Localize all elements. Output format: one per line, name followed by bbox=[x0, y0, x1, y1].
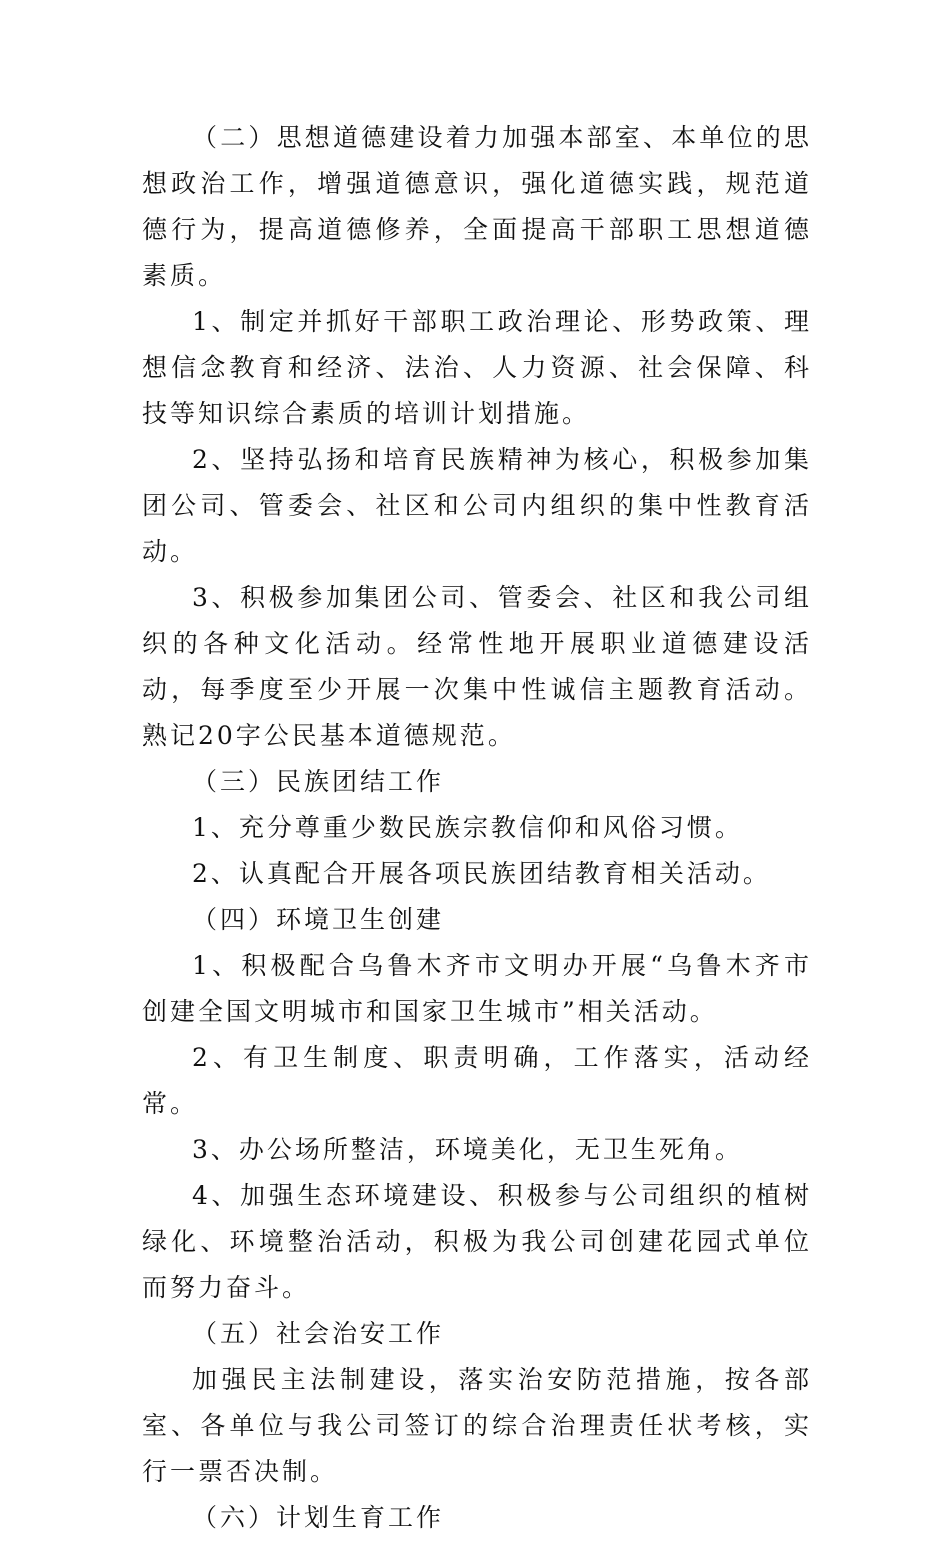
section-heading: （六）计划生育工作 bbox=[192, 1503, 445, 1532]
section-heading: （三）民族团结工作 bbox=[192, 767, 445, 796]
paragraph-item: 2、认真配合开展各项民族团结教育相关活动。 bbox=[192, 859, 771, 888]
paragraph-item: 2、坚持弘扬和培育民族精神为核心，积极参加集团公司、管委会、社区和公司内组织的集中性教育活动。 bbox=[142, 445, 812, 566]
paragraph-item: 2、有卫生制度、职责明确，工作落实，活动经常。 bbox=[142, 1043, 812, 1118]
paragraph-item: 1、积极配合乌鲁木齐市文明办开展“乌鲁木齐市创建全国文明城市和国家卫生城市”相关活动。 bbox=[142, 951, 812, 1026]
paragraph-item: 4、加强生态环境建设、积极参与公司组织的植树绿化、环境整治活动，积极为我公司创建花园式单位而努力奋斗。 bbox=[142, 1181, 812, 1302]
paragraph-item: 加强民主法制建设，落实治安防范措施，按各部室、各单位与我公司签订的综合治理责任状考核，实行一票否决制。 bbox=[142, 1365, 812, 1486]
paragraph-item: 1、充分尊重少数民族宗教信仰和风俗习惯。 bbox=[192, 813, 743, 842]
paragraph-item: 3、积极参加集团公司、管委会、社区和我公司组织的各种文化活动。经常性地开展职业道德建设活动，每季度至少开展一次集中性诚信主题教育活动。熟记20字公民基本道德规范。 bbox=[142, 583, 812, 750]
section-heading: （四）环境卫生创建 bbox=[192, 905, 445, 934]
paragraph-item: 3、办公场所整洁，环境美化，无卫生死角。 bbox=[192, 1135, 743, 1164]
document-body bbox=[142, 115, 812, 1541]
section-heading: （五）社会治安工作 bbox=[192, 1319, 445, 1348]
paragraph-item: 1、制定并抓好干部职工政治理论、形势政策、理想信念教育和经济、法治、人力资源、社会保障、科技等知识综合素质的培训计划措施。 bbox=[142, 307, 812, 428]
paragraph-section-2-heading: （二）思想道德建设着力加强本部室、本单位的思想政治工作，增强道德意识，强化道德实践，规范道德行为，提高道德修养，全面提高干部职工思想道德素质。 bbox=[142, 123, 812, 290]
